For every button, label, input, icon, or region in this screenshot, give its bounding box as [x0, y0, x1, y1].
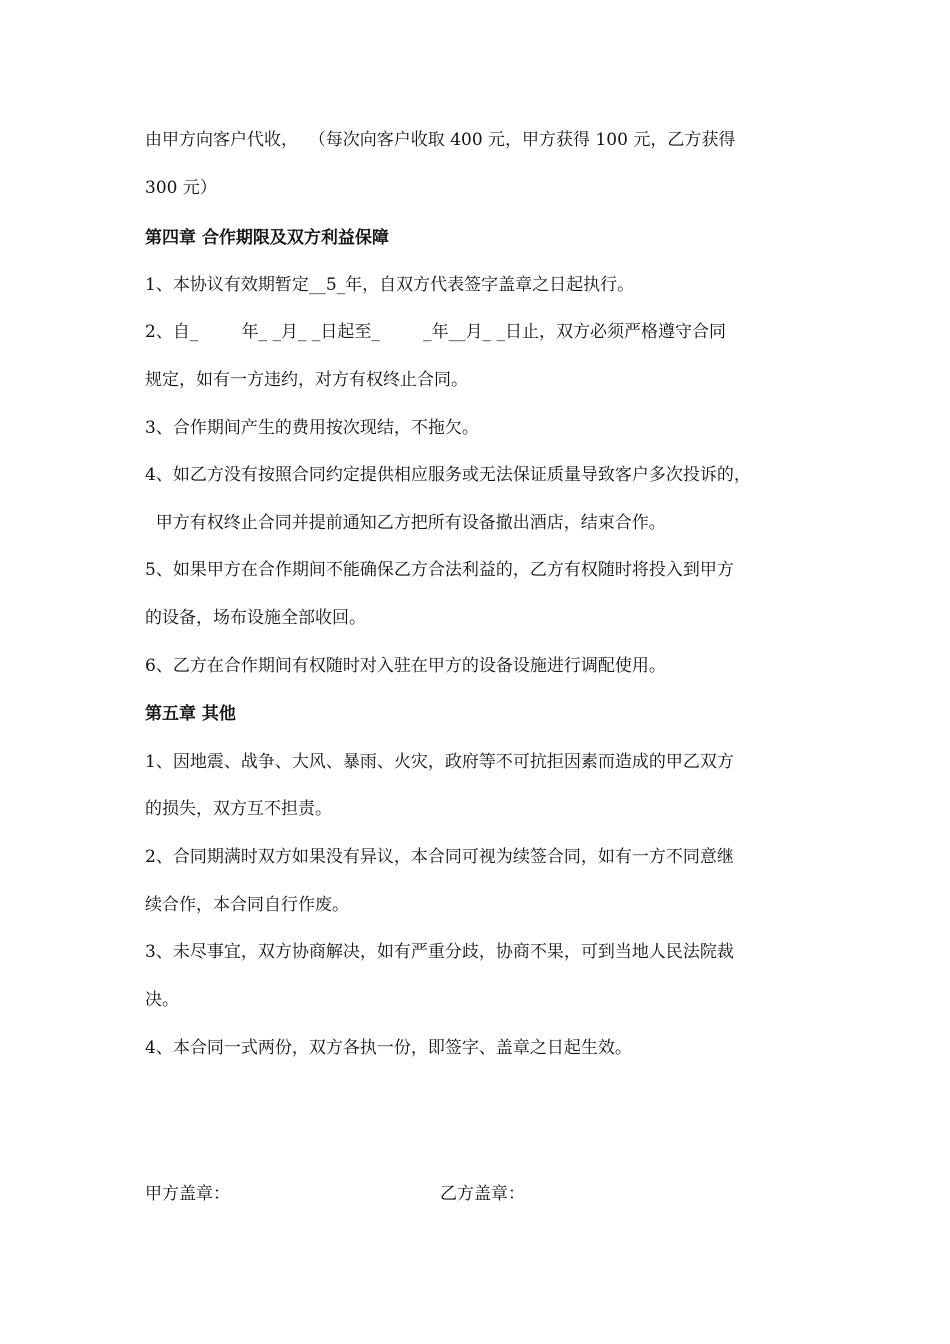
chapter-5-heading: 第五章 其他 [145, 704, 236, 724]
chapter-5-line: 4、本合同一式两份，双方各执一份，即签字、盖章之日起生效。 [145, 1038, 632, 1058]
body-line: 300 元） [145, 178, 217, 198]
chapter-4-heading: 第四章 合作期限及双方利益保障 [145, 228, 389, 248]
chapter-4-line: 6、乙方在合作期间有权随时对入驻在甲方的设备设施进行调配使用。 [145, 656, 666, 676]
chapter-5-line: 1、因地震、战争、大风、暴雨、火灾，政府等不可抗拒因素而造成的甲乙双方 [145, 752, 734, 772]
chapter-5-line: 决。 [145, 990, 179, 1010]
chapter-4-line: 甲方有权终止合同并提前通知乙方把所有设备撤出酒店，结束合作。 [145, 513, 666, 533]
chapter-5-line: 3、未尽事宜，双方协商解决，如有严重分歧，协商不果，可到当地人民法院裁 [145, 942, 734, 962]
chapter-4-line: 1、本协议有效期暂定__5_年，自双方代表签字盖章之日起执行。 [145, 275, 635, 295]
chapter-4-line: 2、自_ 年_ _月_ _日起至_ _年__月_ _日止，双方必须严格遵守合同 [145, 322, 726, 342]
chapter-4-line: 4、如乙方没有按照合同约定提供相应服务或无法保证质量导致客户多次投诉的， [145, 465, 751, 485]
party-b-seal-label: 乙方盖章： [440, 1184, 525, 1204]
chapter-5-line: 2、合同期满时双方如果没有异议，本合同可视为续签合同，如有一方不同意继 [145, 847, 734, 867]
chapter-5-line: 的损失，双方互不担责。 [145, 799, 332, 819]
chapter-4-line: 3、合作期间产生的费用按次现结，不拖欠。 [145, 418, 479, 438]
chapter-5-line: 续合作，本合同自行作废。 [145, 895, 349, 915]
body-line: 由甲方向客户代收， （每次向客户收取 400 元，甲方获得 100 元，乙方获得 [145, 130, 736, 150]
chapter-4-line: 规定，如有一方违约，对方有权终止合同。 [145, 370, 468, 390]
chapter-4-line: 的设备，场布设施全部收回。 [145, 608, 366, 628]
party-a-seal-label: 甲方盖章： [145, 1184, 230, 1204]
chapter-4-line: 5、如果甲方在合作期间不能确保乙方合法利益的，乙方有权随时将投入到甲方 [145, 560, 734, 580]
